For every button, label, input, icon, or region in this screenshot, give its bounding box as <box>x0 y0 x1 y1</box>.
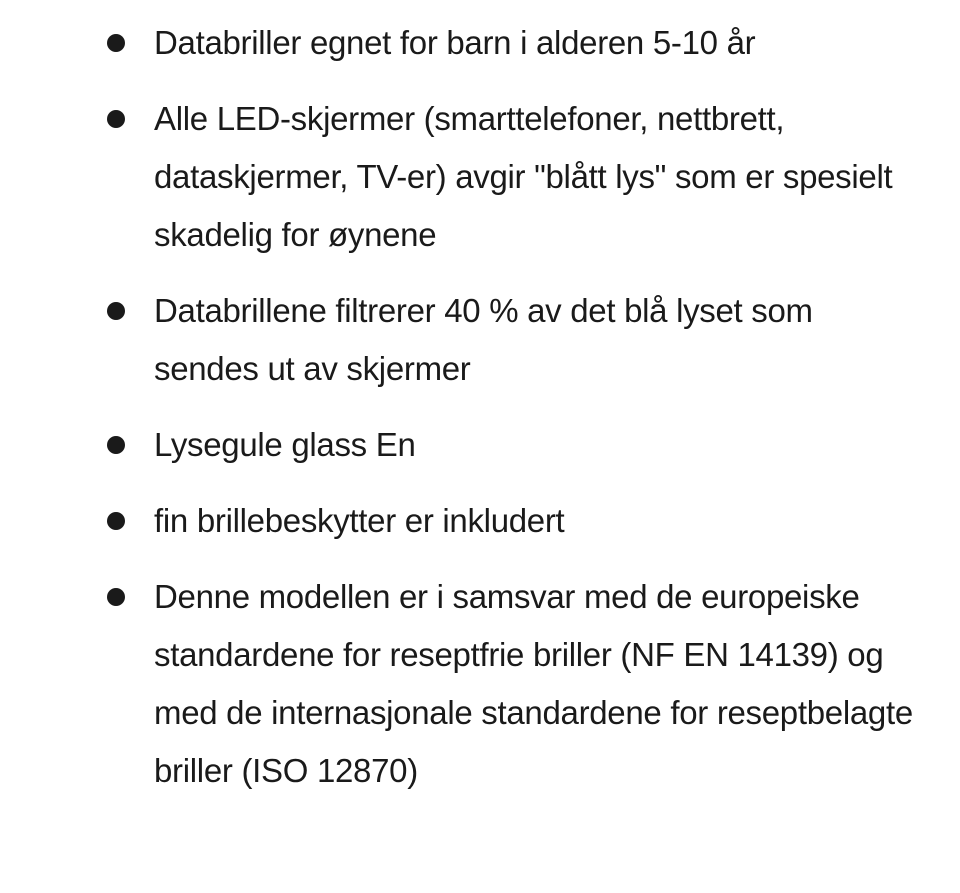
bullet-icon <box>107 588 125 606</box>
bullet-icon <box>107 512 125 530</box>
list-item-text: Databrillene filtrerer 40 % av det blå lyset som sendes ut av skjermer <box>154 292 813 387</box>
list-item <box>0 568 960 800</box>
list-item <box>0 416 960 474</box>
list-item <box>0 282 960 398</box>
list-item-text: Alle LED-skjermer (smarttelefoner, nettbrett, dataskjermer, TV-er) avgir "blått lys" som er spesielt skadelig for øynene <box>154 100 893 253</box>
list-item <box>0 90 960 264</box>
bullet-icon <box>107 436 125 454</box>
list-item <box>0 492 960 550</box>
list-item-text: fin brillebeskytter er inkludert <box>154 502 565 539</box>
bullet-icon <box>107 110 125 128</box>
list-item-text: Denne modellen er i samsvar med de europeiske standardene for reseptfrie briller (NF EN 14139) og med de internasjonale standardene for reseptbelagte briller (ISO 12870) <box>154 578 913 789</box>
bullet-icon <box>107 302 125 320</box>
bullet-icon <box>107 34 125 52</box>
list-item-text: Lysegule glass En <box>154 426 416 463</box>
list-item-text: Databriller egnet for barn i alderen 5-10 år <box>154 24 756 61</box>
list-item <box>0 14 960 72</box>
feature-list <box>0 14 960 800</box>
